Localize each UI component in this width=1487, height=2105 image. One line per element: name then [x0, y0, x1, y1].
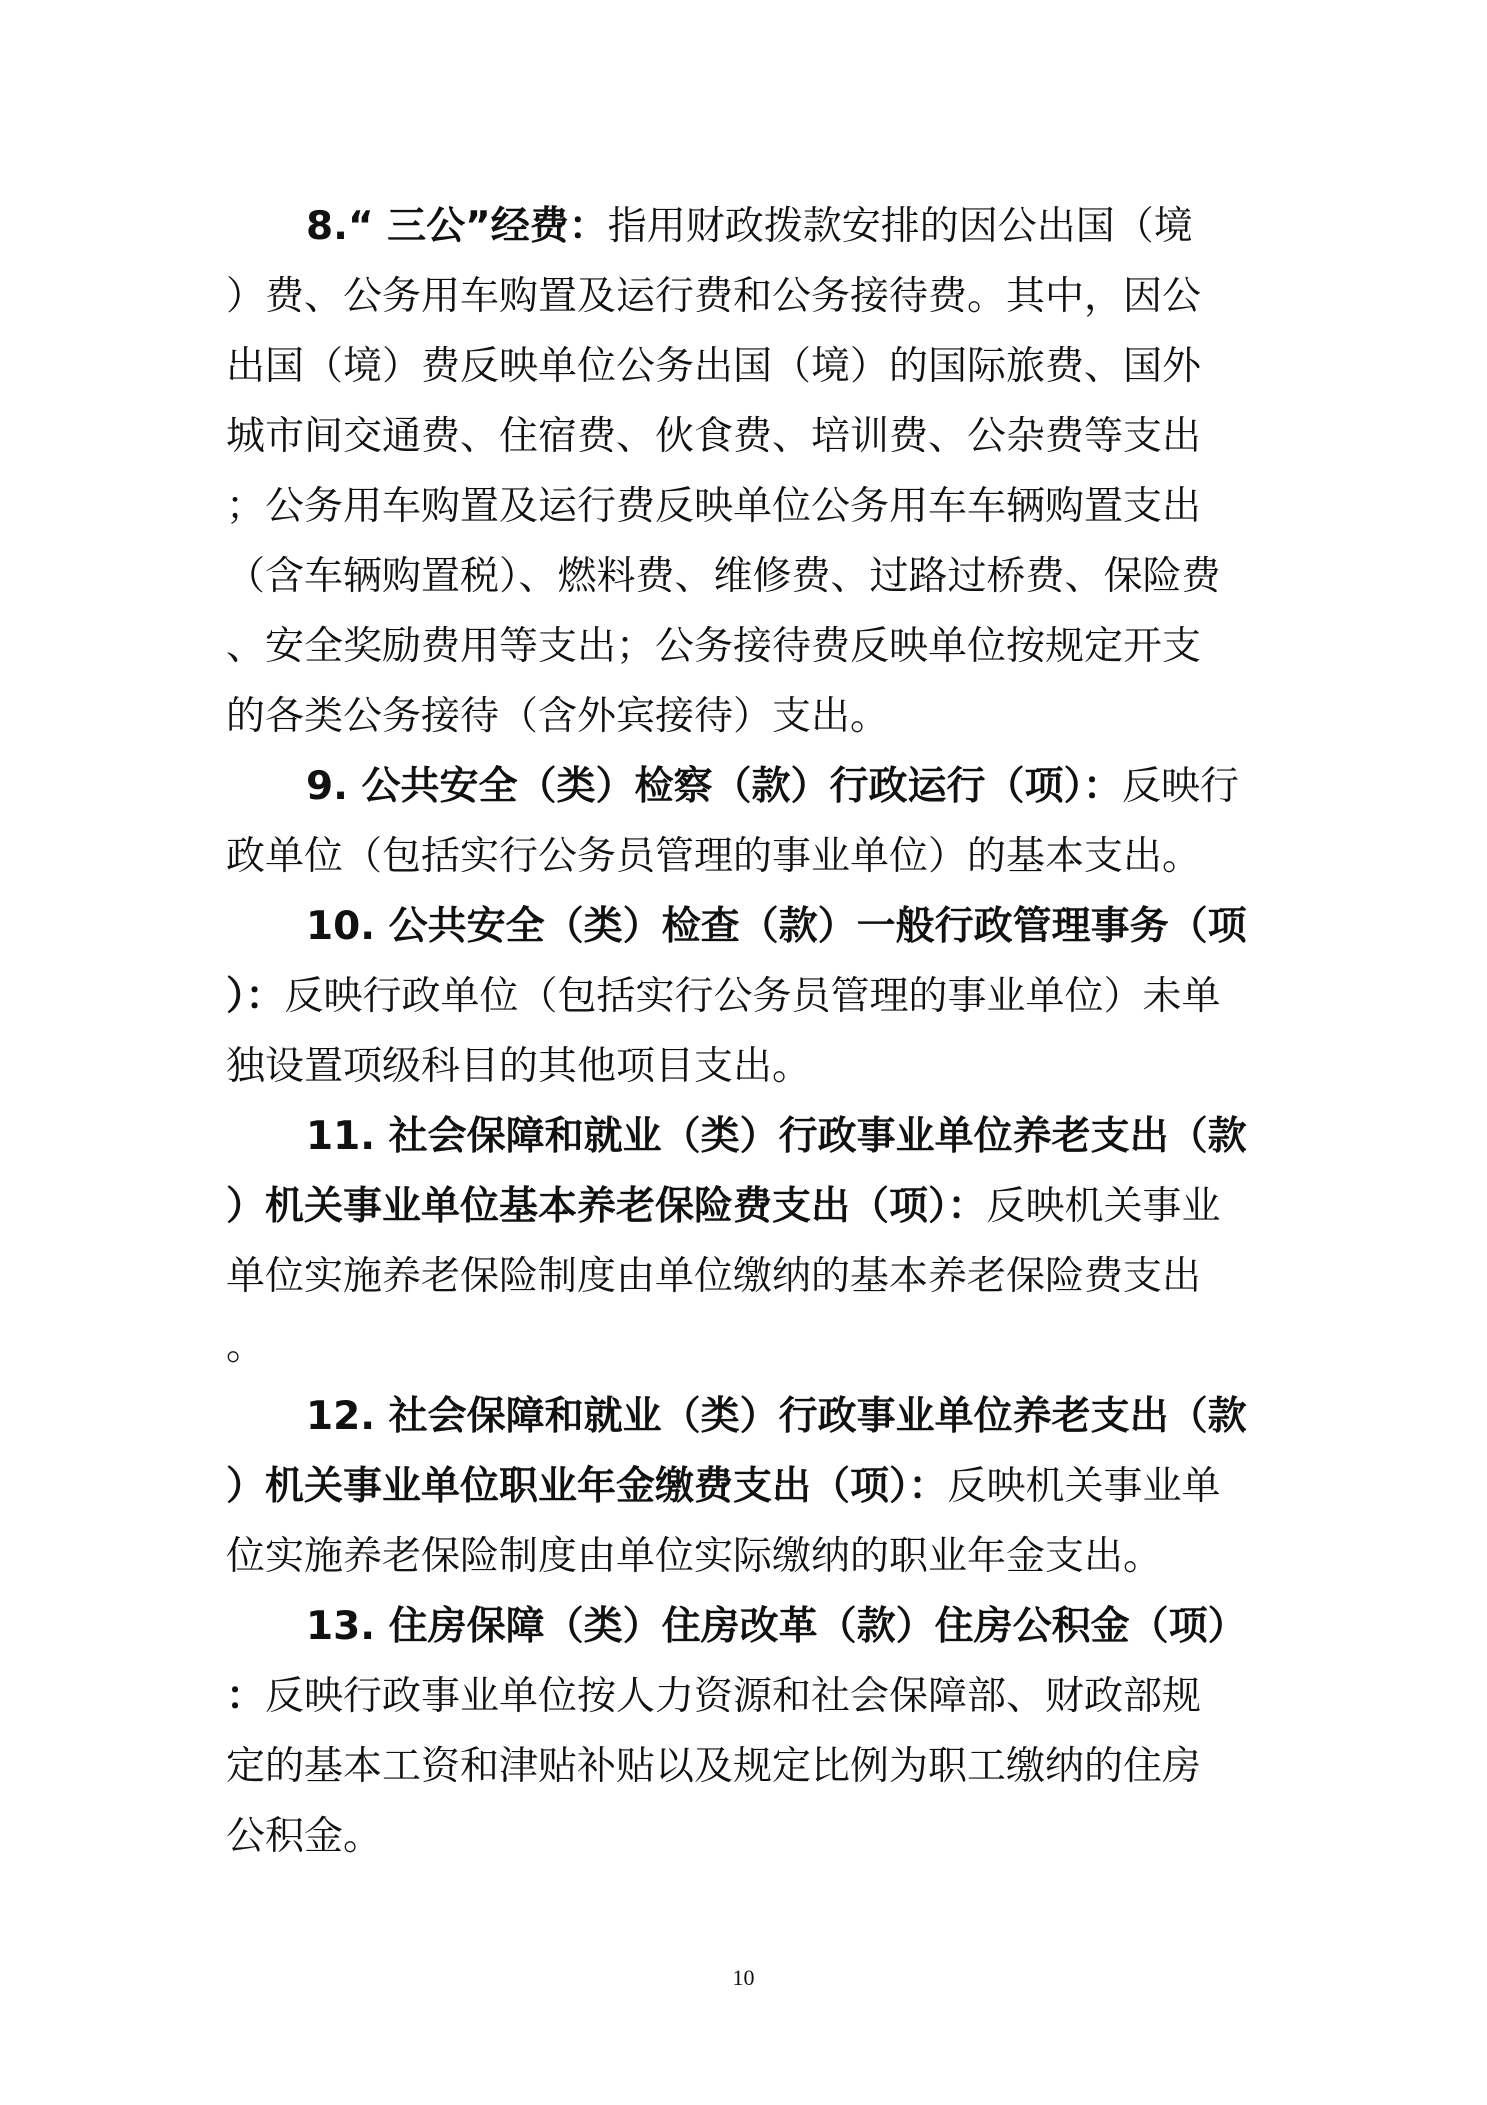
- paragraph-item-12: [226, 1382, 1256, 1592]
- text-line: [226, 1102, 1256, 1172]
- bold-heading: 12. 社会保障和就业（类）行政事业单位养老支出（款: [306, 1394, 1247, 1439]
- text-line: [226, 892, 1256, 962]
- body-text: 出国（境）费反映单位公务出国（境）的国际旅费、国外: [226, 344, 1202, 389]
- text-line: [226, 332, 1256, 402]
- body-text: 指用财政拨款安排的因公出国（境: [607, 204, 1193, 249]
- text-line: [226, 752, 1256, 822]
- body-text: 反映机关事业: [986, 1184, 1221, 1229]
- body-text: 。: [226, 1324, 266, 1369]
- text-line: [226, 1382, 1256, 1452]
- bold-heading: 11. 社会保障和就业（类）行政事业单位养老支出（款: [306, 1114, 1247, 1159]
- text-line: [226, 542, 1256, 612]
- body-text: 位实施养老保险制度由单位实际缴纳的职业年金支出。: [226, 1534, 1163, 1579]
- bold-heading: ：: [226, 1674, 266, 1719]
- body-text: 反映机关事业单: [947, 1464, 1221, 1509]
- text-line: [226, 402, 1256, 472]
- body-text: 反映行政单位（包括实行公务员管理的事业单位）未单: [284, 974, 1221, 1019]
- body-text: 独设置项级科目的其他项目支出。: [226, 1044, 812, 1089]
- body-text: 政单位（包括实行公务员管理的事业单位）的基本支出。: [226, 834, 1202, 879]
- text-line: [226, 1032, 1256, 1102]
- bold-heading: ）：: [226, 974, 285, 1019]
- bold-heading: 8.“ 三公”经费：: [306, 204, 608, 249]
- bold-heading: ）机关事业单位职业年金缴费支出（项）：: [226, 1464, 948, 1509]
- body-text: 、安全奖励费用等支出；公务接待费反映单位按规定开支: [226, 624, 1202, 669]
- body-text: 单位实施养老保险制度由单位缴纳的基本养老保险费支出: [226, 1254, 1202, 1299]
- text-line: [226, 1172, 1256, 1242]
- body-text: （含车辆购置税）、燃料费、维修费、过路过桥费、保险费: [226, 554, 1221, 599]
- bold-heading: 9. 公共安全（类）检察（款）行政运行（项）：: [306, 764, 1123, 809]
- text-line: [226, 1312, 1256, 1382]
- text-line: [226, 1242, 1256, 1312]
- body-text: 定的基本工资和津贴补贴以及规定比例为职工缴纳的住房: [226, 1744, 1202, 1789]
- text-line: [226, 1732, 1256, 1802]
- text-line: [226, 822, 1256, 892]
- text-line: [226, 472, 1256, 542]
- text-line: [226, 962, 1256, 1032]
- paragraph-item-13: [226, 1592, 1256, 1872]
- text-line: [226, 1662, 1256, 1732]
- text-line: [226, 612, 1256, 682]
- page-number: 10: [732, 1965, 755, 1990]
- text-line: [226, 1452, 1256, 1522]
- body-text: 城市间交通费、住宿费、伙食费、培训费、公杂费等支出: [226, 414, 1202, 459]
- paragraph-item-10: [226, 892, 1256, 1102]
- paragraph-item-9: [226, 752, 1256, 892]
- body-text: 的各类公务接待（含外宾接待）支出。: [226, 694, 890, 739]
- text-line: [226, 1592, 1256, 1662]
- body-text: 反映行政事业单位按人力资源和社会保障部、财政部规: [265, 1674, 1202, 1719]
- body-text: ）费、公务用车购置及运行费和公务接待费。其中，因公: [226, 274, 1202, 319]
- bold-heading: 13. 住房保障（类）住房改革（款）住房公积金（项）: [306, 1604, 1247, 1649]
- body-text: ；公务用车购置及运行费反映单位公务用车车辆购置支出: [226, 484, 1202, 529]
- bold-heading: 10. 公共安全（类）检查（款）一般行政管理事务（项: [306, 904, 1247, 949]
- body-text: 反映行: [1122, 764, 1240, 809]
- paragraph-item-8: [226, 192, 1256, 752]
- document-body: [226, 192, 1256, 1872]
- text-line: [226, 192, 1256, 262]
- paragraph-item-11: [226, 1102, 1256, 1382]
- text-line: [226, 262, 1256, 332]
- body-text: 公积金。: [226, 1814, 383, 1859]
- text-line: [226, 682, 1256, 752]
- bold-heading: ）机关事业单位基本养老保险费支出（项）：: [226, 1184, 987, 1229]
- text-line: [226, 1522, 1256, 1592]
- text-line: [226, 1802, 1256, 1872]
